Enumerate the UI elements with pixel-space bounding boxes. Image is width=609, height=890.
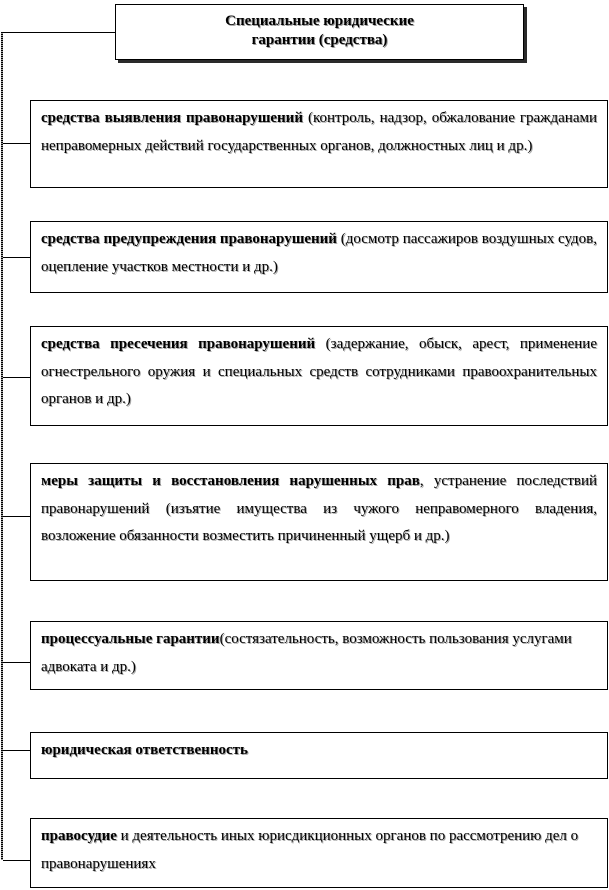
item-term: средства пресечения правонарушений [41,336,316,352]
item-term: меры защиты и восстановления нарушенных прав [41,473,420,489]
title-line-2: гарантии (средства) [251,32,388,48]
item-description: , устранение последствий правонарушений (изъятие имущества из чужого неправомерного владения, возложение обязанности возместить причиненный ущерб и др.) [41,473,598,544]
connector-item-2 [3,257,30,258]
connector-item-6 [3,750,30,751]
title-line-1: Специальные юридические [225,13,414,29]
item-term: правосудие [41,828,117,844]
guarantee-item-justice [30,818,608,888]
diagram-title-box [115,4,524,60]
item-term: процессуальные гарантии [41,631,220,647]
connector-item-1 [3,143,30,144]
item-description: (состязательность, возможность пользования услугами адвоката и др.) [41,631,572,675]
connector-item-7 [3,860,30,861]
connector-item-5 [3,662,30,663]
guarantee-item-liability [30,732,608,779]
connector-item-3 [3,377,30,378]
guarantee-item-suppression [30,326,608,426]
item-term: средства предупреждения правонарушений [41,231,337,247]
item-description: и деятельность иных юрисдикционных органов по рассмотрению дел о правонарушениях [41,828,579,872]
guarantee-item-prevention [30,221,608,293]
item-description: (задержание, обыск, арест, применение огнестрельного оружия и специальных средств сотрудниками правоохранительных органов и др.) [41,336,597,407]
guarantee-item-procedural [30,621,608,690]
item-term: средства выявления правонарушений [41,110,303,126]
connector-trunk [1,32,3,860]
item-description: (досмотр пассажиров воздушных судов, оцепление участков местности и др.) [41,231,597,275]
item-description: (контроль, надзор, обжалование гражданами неправомерных действий государственных органов, должностных лиц и др.) [41,110,598,154]
guarantee-item-detection [30,100,608,188]
item-term: юридическая ответственность [41,742,248,758]
connector-item-4 [3,516,30,517]
guarantee-item-protection [30,463,608,581]
connector-title [3,32,115,33]
